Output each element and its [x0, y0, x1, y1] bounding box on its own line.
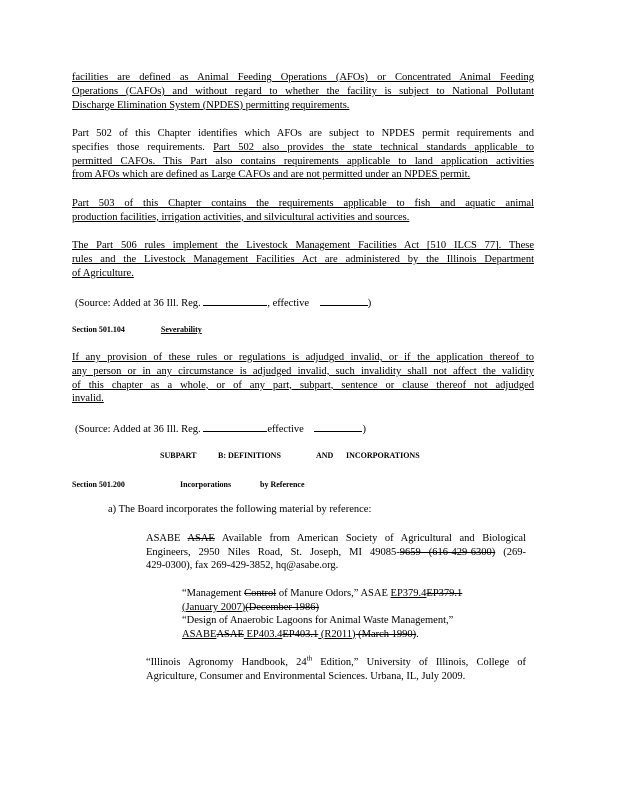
text-span: . [416, 628, 419, 640]
section-number: Section 501.200 [72, 480, 125, 489]
source-effective: effective [267, 424, 307, 435]
underlined-text: (R2011) [318, 628, 356, 640]
text-line [182, 587, 512, 601]
source-prefix: (Source: Added at 36 Ill. Reg. [75, 424, 204, 435]
paragraph-afo-definitions [72, 71, 534, 112]
underlined-text: EP403.4 [243, 628, 283, 640]
text-line: of this chapter as a whole, or of any part, subpart, sentence or clause thereof not adjudged [72, 379, 534, 391]
text-line [146, 532, 526, 546]
paragraph-part-506 [72, 239, 534, 280]
text-span: “Management [182, 588, 245, 599]
text-span: of Manure Odors,” ASAE [276, 588, 391, 599]
section-number: Section 501.104 [72, 325, 125, 334]
blank-line [203, 421, 267, 432]
source-effective: , effective [267, 298, 312, 309]
text-line: Operations (CAFOs) and without regard to whether the facility is subject to National Pollutant [72, 85, 534, 97]
text-line: invalid. [72, 393, 104, 405]
text-line: Part 503 of this Chapter contains the requirements applicable to fish and aquatic animal [72, 198, 534, 209]
section-title: Incorporations [180, 480, 232, 489]
blank-line [314, 421, 362, 432]
text-line: any person or in any circumstance is adjudged invalid, such invalidity shall not affect the validity [72, 365, 534, 377]
text-line: “Design of Anaerobic Lagoons for Animal Waste Management,” [182, 615, 454, 627]
struck-text: EP379.1 [426, 588, 463, 599]
text-line: facilities are defined as Animal Feeding Operations (AFOs) or Concentrated Animal Feeding [72, 72, 534, 83]
item-a [108, 503, 428, 517]
paragraph-severability [72, 351, 534, 406]
text-line: The Part 506 rules implement the Livestock Management Facilities Act [510 ILCS 77]. These [72, 240, 534, 251]
source-note [75, 295, 371, 309]
section-title-continued: by Reference [260, 480, 305, 489]
underlined-text: ASABE [182, 628, 217, 640]
struck-text: (December 1986) [245, 601, 320, 613]
item-a-text: a) The Board incorporates the following material by reference: [108, 504, 372, 515]
text-span: specifies those requirements. [72, 141, 214, 153]
text-span: Available from American Society of Agricultural and Biological [214, 533, 526, 544]
struck-text: EP403.1 [282, 628, 319, 640]
text-line: production facilities, irrigation activities, and silvicultural activities and sources. [72, 211, 410, 223]
superscript: th [306, 654, 313, 663]
underlined-text: EP379.4 [390, 588, 427, 599]
source-note [75, 421, 366, 435]
text-span: (269- [495, 546, 526, 558]
blank-line [320, 295, 368, 306]
agronomy-entry [146, 656, 526, 683]
text-span: “Illinois Agronomy Handbook, 24 [146, 657, 307, 668]
text-line: 429-0300), fax 269-429-3852, hq@asabe.org. [146, 560, 339, 572]
underlined-text: Part 502 also provides the state technical standards applicable to [213, 141, 535, 153]
text-line: If any provision of these rules or regulations is adjudged invalid, or if the application thereof to [72, 352, 534, 363]
paragraph-part-502 [72, 127, 534, 182]
asabe-entry [146, 532, 526, 573]
text-line [146, 546, 526, 560]
struck-text: ASAE [187, 533, 215, 544]
text-line [182, 601, 512, 615]
text-span: Edition,” University of Illinois, College of [312, 657, 526, 668]
section-heading [72, 325, 202, 334]
text-line: from AFOs which are defined as Large CAFOs and are not permitted under an NPDES permit. [72, 169, 471, 181]
source-suffix: ) [362, 424, 366, 435]
paragraph-part-503 [72, 197, 534, 225]
source-suffix: ) [367, 298, 372, 309]
text-line [72, 141, 534, 155]
text-line [146, 656, 526, 670]
underlined-text: (January 2007) [182, 601, 246, 613]
text-line [182, 628, 512, 642]
subpart-letter: B: DEFINITIONS [218, 451, 281, 460]
text-line: permitted CAFOs. This Part also contains requirements applicable to land application activities [72, 155, 534, 167]
text-line: rules and the Livestock Management Facilities Act are administered by the Illinois Department [72, 253, 534, 265]
struck-text: Control [244, 588, 277, 599]
struck-text: 9659 (616-429-6300) [399, 546, 496, 558]
text-span: ASABE [146, 533, 188, 544]
subpart-incorporations: INCORPORATIONS [346, 451, 420, 460]
subpart-and: AND [316, 451, 334, 460]
section-title: Severability [160, 325, 202, 334]
text-line: Part 502 of this Chapter identifies which AFOs are subject to NPDES permit requirements and [72, 128, 534, 139]
struck-text: (March 1990) [355, 628, 417, 640]
source-prefix: (Source: Added at 36 Ill. Reg. [75, 298, 204, 309]
management-entry [182, 587, 512, 641]
text-line: of Agriculture. [72, 267, 134, 279]
blank-line [203, 295, 267, 306]
subpart-label: SUBPART [160, 451, 197, 460]
struck-text: ASAE [216, 628, 244, 640]
text-span: Engineers, 2950 Niles Road, St. Joseph, MI 49085- [146, 546, 400, 558]
text-line: Agriculture, Consumer and Environmental Sciences. Urbana, IL, July 2009. [146, 670, 466, 682]
text-line: Discharge Elimination System (NPDES) permitting requirements. [72, 99, 350, 111]
